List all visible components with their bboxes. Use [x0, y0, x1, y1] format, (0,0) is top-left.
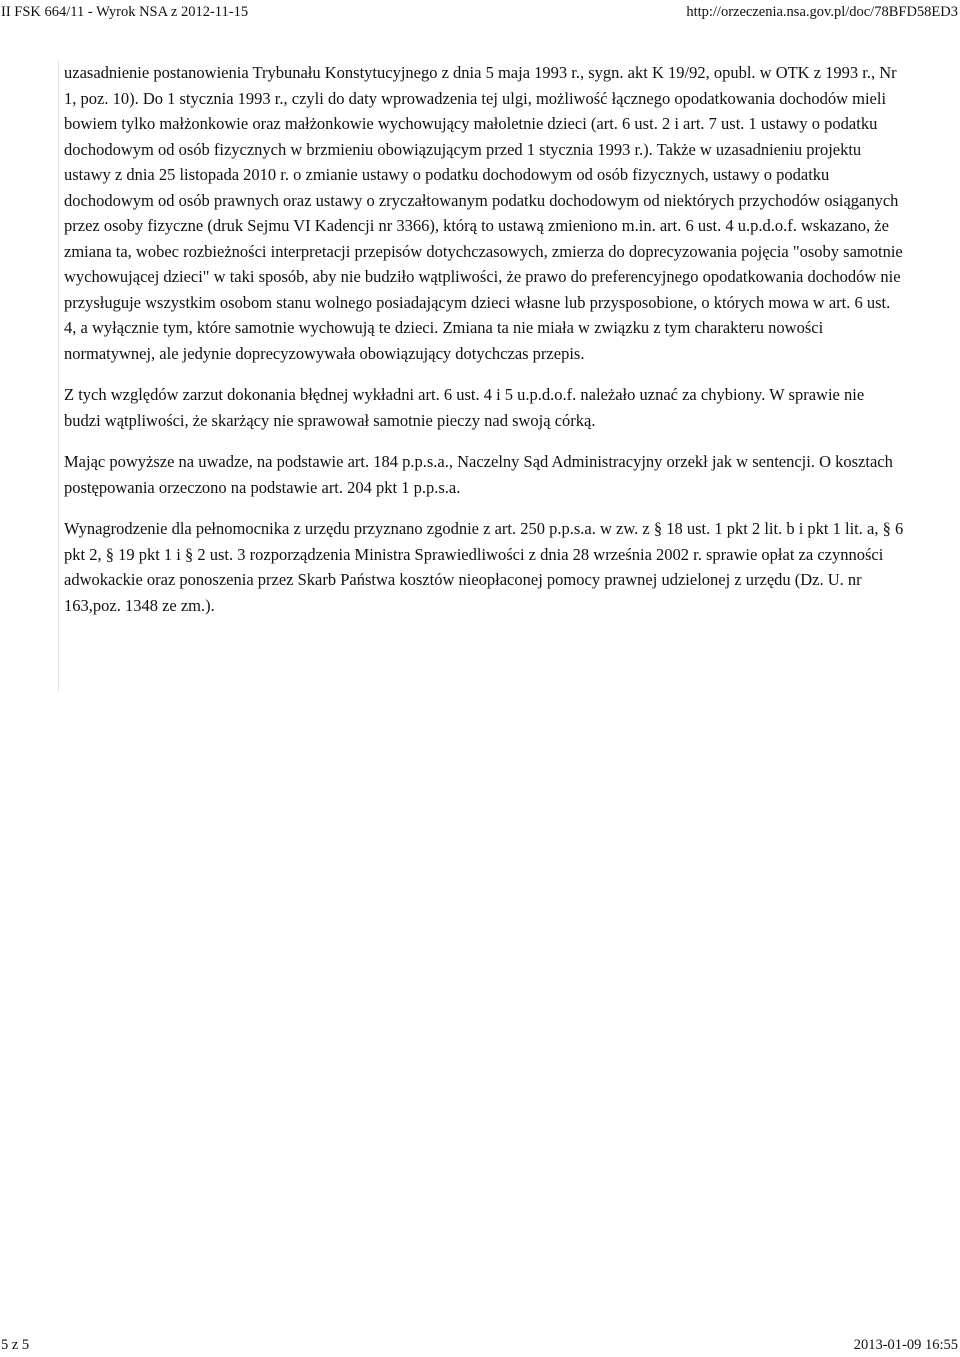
- paragraph-ruling: [64, 449, 904, 500]
- print-timestamp: 2013-01-09 16:55: [853, 1337, 958, 1353]
- paragraph-justification: [64, 60, 904, 366]
- paragraph-remuneration: [64, 516, 904, 618]
- paragraph-text: Mając powyższe na uwadze, na podstawie art. 184 p.p.s.a., Naczelny Sąd Administracyjny orzekł jak w sentencji. O kosztach postępowania orzeczono na podstawie art. 204 pkt 1 p.p.s.a.: [64, 452, 893, 497]
- paragraph-conclusion: [64, 382, 904, 433]
- document-url: http://orzeczenia.nsa.gov.pl/doc/78BFD58ED3: [686, 4, 958, 20]
- paragraph-text: Wynagrodzenie dla pełnomocnika z urzędu przyznano zgodnie z art. 250 p.p.s.a. w zw. z § 18 ust. 1 pkt 2 lit. b i pkt 1 lit. a, § 6 pkt 2, § 19 pkt 1 i § 2 ust. 3 rozporządzenia Ministra Sprawiedliwości z dnia 28 września 2002 r. sprawie opłat za czynności adwokackie oraz ponoszenia przez Skarb Państwa kosztów nieopłaconej pomocy prawnej udzielonej z urzędu (Dz. U. nr 163,poz. 1348 ze zm.).: [64, 519, 904, 615]
- document-title: II FSK 664/11 - Wyrok NSA z 2012-11-15: [1, 4, 249, 20]
- page-number: 5 z 5: [1, 1337, 30, 1353]
- document-body: [58, 60, 909, 692]
- paragraph-text: uzasadnienie postanowienia Trybunału Konstytucyjnego z dnia 5 maja 1993 r., sygn. akt K 19/92, opubl. w OTK z 1993 r., Nr 1, poz. 10). Do 1 stycznia 1993 r., czyli do daty wprowadzenia tej ulgi, możliwość łącznego opodatkowania dochodów mieli bowiem tylko małżonkowie oraz małżonkowie wychowujący małoletnie dzieci (art. 6 ust. 2 i art. 7 ust. 1 ustawy o podatku dochodowym od osób fizycznych w brzmieniu obowiązującym przed 1 stycznia 1993 r.). Także w uzasadnieniu projektu ustawy z dnia 25 listopada 2010 r. o zmianie ustawy o podatku dochodowym od osób fizycznych, ustawy o podatku dochodowym od osób prawnych oraz ustawy o zryczałtowanym podatku dochodowym od niektórych przychodów osiąganych przez osoby fizyczne (druk Sejmu VI Kadencji nr 3366), którą to ustawą zmieniono m.in. art. 6 ust. 4 u.p.d.o.f. wskazano, że zmiana ta, wobec rozbieżności interpretacji przepisów dotychczasowych, zmierza do doprecyzowania pojęcia "osoby samotnie wychowującej dzieci" w taki sposób, aby nie budziło wątpliwości, że prawo do preferencyjnego opodatkowania dochodów nie przysługuje wszystkim osobom stanu wolnego posiadającym dzieci własne lub przysposobione, o których mowa w art. 6 ust. 4, a wyłącznie tym, które samotnie wychowują te dzieci. Zmiana ta nie miała w związku z tym charakteru nowości normatywnej, ale jedynie doprecyzowywała obowiązujący dotychczas przepis.: [64, 63, 903, 363]
- print-header: [0, 2, 960, 22]
- paragraph-text: Z tych względów zarzut dokonania błędnej wykładni art. 6 ust. 4 i 5 u.p.d.o.f. należało uznać za chybiony. W sprawie nie budzi wątpliwości, że skarżący nie sprawował samotnie pieczy nad swoją córką.: [64, 385, 865, 430]
- print-footer: [0, 1335, 960, 1355]
